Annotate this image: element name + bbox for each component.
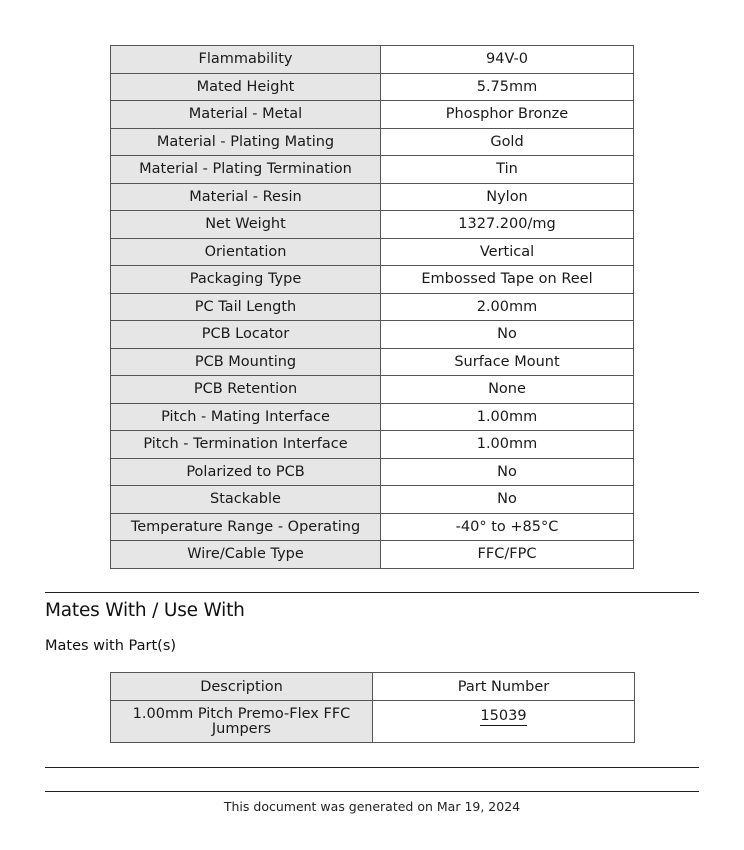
mate-description: 1.00mm Pitch Premo-Flex FFC Jumpers <box>111 701 373 743</box>
spec-label: Material - Plating Termination <box>111 156 381 184</box>
spec-value: Embossed Tape on Reel <box>381 266 634 294</box>
mates-subtitle: Mates with Part(s) <box>45 638 177 654</box>
spec-value: 94V-0 <box>381 46 634 74</box>
spec-label: Stackable <box>111 486 381 514</box>
footer-divider <box>45 791 699 792</box>
spec-label: Material - Metal <box>111 101 381 129</box>
mates-table <box>110 672 635 743</box>
spec-row-material-metal <box>111 101 634 129</box>
spec-label: Polarized to PCB <box>111 458 381 486</box>
spec-value: 1.00mm <box>381 403 634 431</box>
spec-value: 2.00mm <box>381 293 634 321</box>
spec-value: Nylon <box>381 183 634 211</box>
spec-label: PCB Mounting <box>111 348 381 376</box>
spec-row-pitch-mating <box>111 403 634 431</box>
mates-header-row <box>111 673 635 701</box>
spec-value: 1.00mm <box>381 431 634 459</box>
spec-row-pc-tail-length <box>111 293 634 321</box>
spec-row-temperature-range <box>111 513 634 541</box>
spec-label: Pitch - Termination Interface <box>111 431 381 459</box>
spec-row-stackable <box>111 486 634 514</box>
spec-value: -40° to +85°C <box>381 513 634 541</box>
generated-date-footer: This document was generated on Mar 19, 2024 <box>223 799 521 814</box>
spec-row-pcb-retention <box>111 376 634 404</box>
description-header: Description <box>111 673 373 701</box>
spec-label: Packaging Type <box>111 266 381 294</box>
spec-label: Flammability <box>111 46 381 74</box>
spec-row-material-resin <box>111 183 634 211</box>
spec-row-pcb-locator <box>111 321 634 349</box>
spec-label: Mated Height <box>111 73 381 101</box>
spec-row-packaging-type <box>111 266 634 294</box>
spec-value: Gold <box>381 128 634 156</box>
spec-value: 5.75mm <box>381 73 634 101</box>
spec-value: No <box>381 321 634 349</box>
spec-label: PCB Retention <box>111 376 381 404</box>
spec-value: Phosphor Bronze <box>381 101 634 129</box>
spec-row-net-weight <box>111 211 634 239</box>
spec-row-pitch-termination <box>111 431 634 459</box>
part-number-header: Part Number <box>373 673 635 701</box>
spec-value: 1327.200/mg <box>381 211 634 239</box>
spec-value: None <box>381 376 634 404</box>
spec-label: PC Tail Length <box>111 293 381 321</box>
section-divider <box>45 592 699 593</box>
spec-value: Tin <box>381 156 634 184</box>
section-title: Mates With / Use With <box>45 600 245 621</box>
spec-row-polarized <box>111 458 634 486</box>
spec-label: Material - Resin <box>111 183 381 211</box>
part-number-link[interactable]: 15039 <box>480 708 527 724</box>
spec-label: Temperature Range - Operating <box>111 513 381 541</box>
spec-label: Pitch - Mating Interface <box>111 403 381 431</box>
spec-value: Vertical <box>381 238 634 266</box>
spec-row-pcb-mounting <box>111 348 634 376</box>
spec-label: Material - Plating Mating <box>111 128 381 156</box>
spec-value: No <box>381 458 634 486</box>
table-row <box>111 701 635 743</box>
spec-row-plating-mating <box>111 128 634 156</box>
spec-label: Net Weight <box>111 211 381 239</box>
spec-label: PCB Locator <box>111 321 381 349</box>
spec-row-flammability <box>111 46 634 74</box>
specifications-table <box>110 45 634 569</box>
spec-row-orientation <box>111 238 634 266</box>
mate-part-number-cell <box>373 701 635 743</box>
spec-value: Surface Mount <box>381 348 634 376</box>
spec-row-mated-height <box>111 73 634 101</box>
spec-label: Orientation <box>111 238 381 266</box>
spec-label: Wire/Cable Type <box>111 541 381 569</box>
spec-value: No <box>381 486 634 514</box>
spec-row-plating-termination <box>111 156 634 184</box>
section-divider <box>45 767 699 768</box>
spec-row-wire-cable-type <box>111 541 634 569</box>
spec-value: FFC/FPC <box>381 541 634 569</box>
